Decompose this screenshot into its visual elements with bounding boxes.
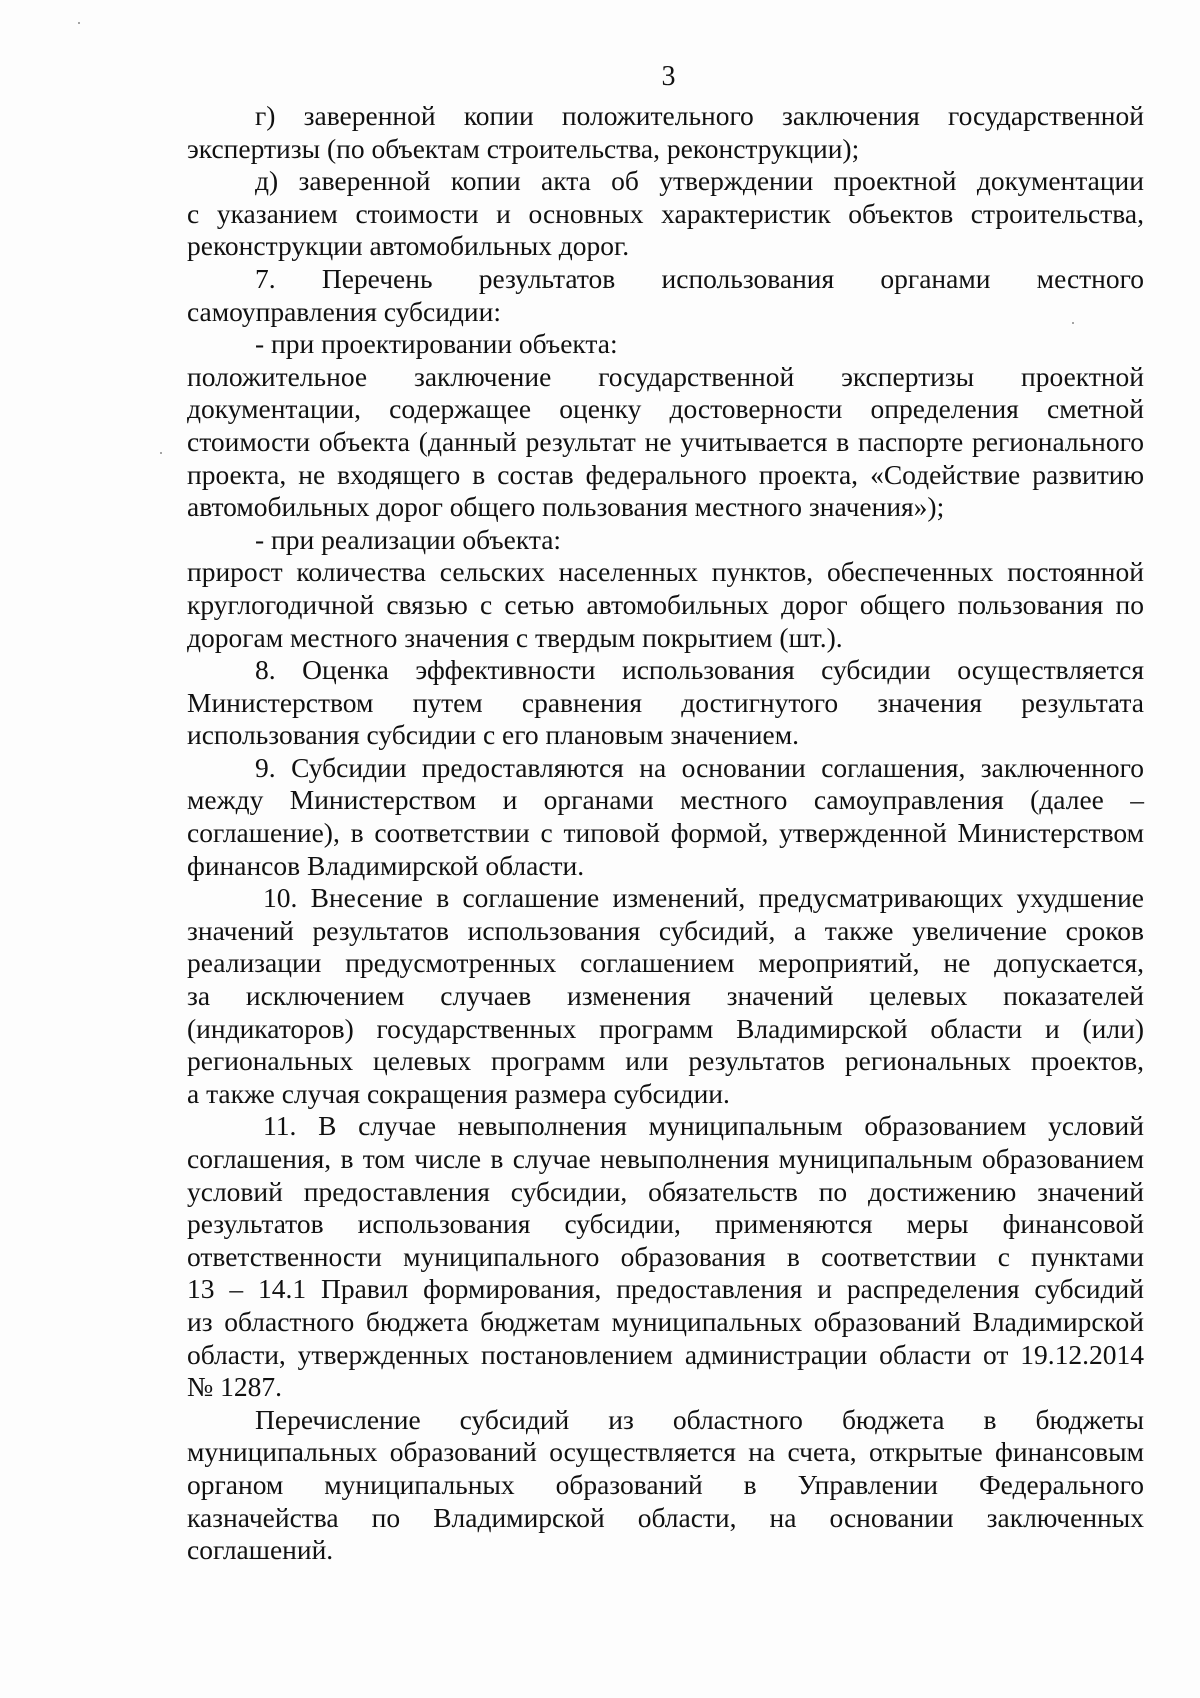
text-line: региональных целевых программ или результатов региональных проектов, [187, 1045, 1144, 1077]
text-line: соглашения, в том числе в случае невыполнения муниципальным образованием [187, 1143, 1144, 1174]
text-line: самоуправления субсидии: [187, 295, 501, 327]
text-line: Перечисление субсидий из областного бюджета в бюджеты [255, 1403, 1144, 1435]
paragraph-transfer [187, 1404, 1144, 1567]
text-line: проекта, не входящего в состав федерального проекта, «Содействие развитию [187, 458, 1144, 490]
text-line: 7. Перечень результатов использования органами местного [255, 262, 1144, 294]
text-line: из областного бюджета бюджетам муниципальных образований Владимирской [187, 1305, 1144, 1337]
text-line: реконструкции автомобильных дорог. [187, 230, 630, 262]
text-line: стоимости объекта (данный результат не учитывается в паспорте регионального [187, 425, 1144, 457]
text-line: 11. В случае невыполнения муниципальным образованием условий [263, 1110, 1144, 1142]
document-body [187, 100, 1144, 1567]
text-line: ответственности муниципального образования в соответствии с пунктами [187, 1240, 1144, 1272]
text-line: - при реализации объекта: [255, 523, 562, 555]
text-line: 9. Субсидии предоставляются на основании соглашения, заключенного [255, 751, 1144, 783]
text-line: а также случая сокращения размера субсидии. [187, 1077, 730, 1109]
text-line: Министерством путем сравнения достигнутого значения результата [187, 686, 1144, 718]
text-line: автомобильных дорог общего пользования местного значения»); [187, 491, 945, 523]
paragraph-9 [187, 752, 1144, 882]
subheading-design [187, 328, 1144, 361]
paragraph-10 [187, 882, 1144, 1110]
text-line: муниципальных образований осуществляется на счета, открытые финансовым [187, 1436, 1144, 1468]
text-line: с указанием стоимости и основных характеристик объектов строительства, [187, 197, 1144, 229]
paragraph-realization-result [187, 556, 1144, 654]
text-line: соглашение), в соответствии с типовой формой, утвержденной Министерством [187, 817, 1144, 849]
text-line: между Министерством и органами местного самоуправления (далее – [187, 784, 1144, 816]
text-line: 13 – 14.1 Правил формирования, предоставления и распределения субсидий [187, 1273, 1144, 1305]
paragraph-item-g [187, 100, 1144, 165]
paragraph-design-result [187, 361, 1144, 524]
text-line: значений результатов использования субсидий, а также увеличение сроков [187, 914, 1144, 946]
text-line: круглогодичной связью с сетью автомобильных дорог общего пользования по [187, 588, 1144, 620]
text-line: области, утвержденных постановлением администрации области от 19.12.2014 [187, 1338, 1144, 1370]
text-line: финансов Владимирской области. [187, 849, 585, 881]
text-line: положительное заключение государственной экспертизы проектной [187, 360, 1144, 392]
paragraph-item-d [187, 165, 1144, 263]
text-line: соглашений. [187, 1534, 334, 1566]
text-line: д) заверенной копии акта об утверждении проектной документации [255, 165, 1144, 197]
text-line: г) заверенной копии положительного заключения государственной [255, 100, 1144, 131]
text-line: 8. Оценка эффективности использования субсидии осуществляется [255, 654, 1144, 686]
text-line: экспертизы (по объектам строительства, реконструкции); [187, 132, 860, 164]
text-line: (индикаторов) государственных программ Владимирской области и (или) [187, 1012, 1144, 1044]
text-line: результатов использования субсидии, применяются меры финансовой [187, 1208, 1144, 1240]
text-line: 10. Внесение в соглашение изменений, предусматривающих ухудшение [263, 882, 1144, 914]
page-number: 3 [661, 61, 676, 92]
text-line: № 1287. [187, 1371, 282, 1403]
text-line: органом муниципальных образований в Управлении Федерального [187, 1468, 1144, 1500]
paragraph-8 [187, 654, 1144, 752]
text-line: - при проектировании объекта: [255, 328, 618, 360]
subheading-realization [187, 524, 1144, 557]
text-line: прирост количества сельских населенных пунктов, обеспеченных постоянной [187, 556, 1144, 588]
text-line: условий предоставления субсидии, обязательств по достижению значений [187, 1175, 1144, 1207]
paragraph-11 [187, 1110, 1144, 1403]
text-line: за исключением случаев изменения значений целевых показателей [187, 980, 1144, 1012]
scan-speck [78, 22, 80, 24]
text-line: дорогам местного значения с твердым покрытием (шт.). [187, 621, 843, 653]
text-line: документации, содержащее оценку достоверности определения сметной [187, 393, 1144, 425]
text-line: казначейства по Владимирской области, на основании заключенных [187, 1501, 1144, 1533]
scan-speck [160, 452, 162, 454]
text-line: использования субсидии с его плановым значением. [187, 719, 799, 751]
text-line: реализации предусмотренных соглашением мероприятий, не допускается, [187, 947, 1144, 979]
paragraph-7 [187, 263, 1144, 328]
